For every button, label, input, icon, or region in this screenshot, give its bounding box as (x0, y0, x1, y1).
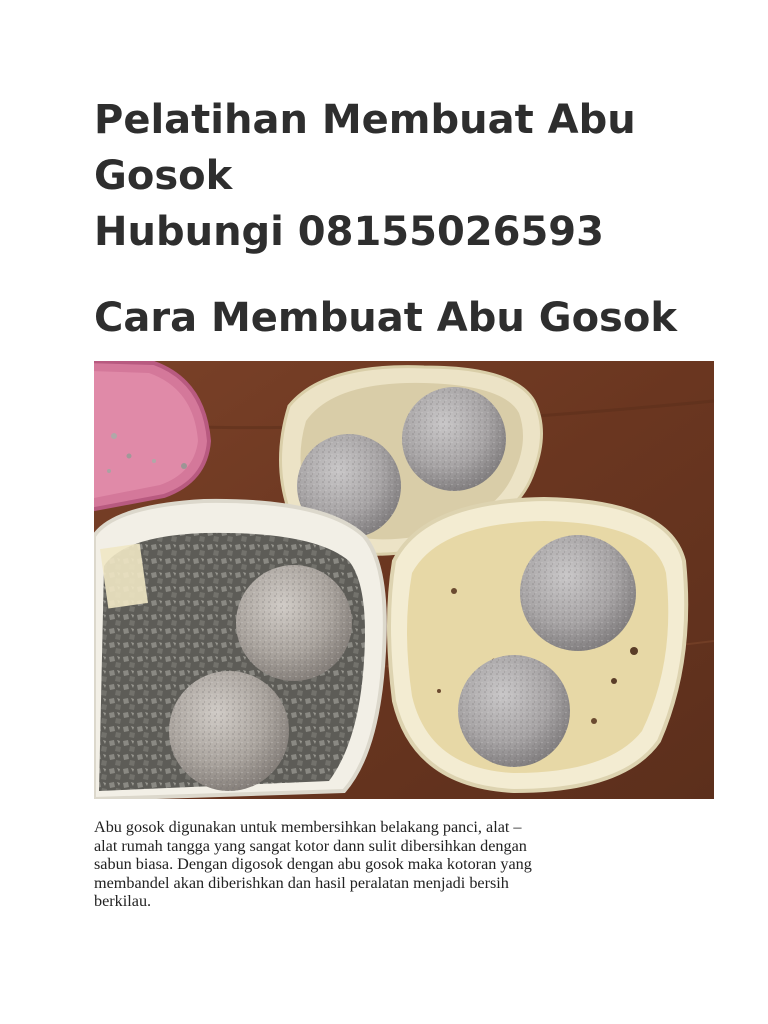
title-line-2: Gosok (94, 153, 233, 199)
rubble-container (94, 501, 385, 799)
title-line-1: Pelatihan Membuat Abu (94, 97, 636, 143)
description-paragraph: Abu gosok digunakan untuk membersihkan belakang panci, alat – alat rumah tangga yang sangat kotor dann sulit dibersihkan dengan sabun biasa. Dengan digosok dengan abu gosok maka kotoran yang membandel akan diberishkan dan hasil peralatan menjadi bersih berkilau. (94, 818, 532, 910)
title-line-3: Hubungi 08155026593 (94, 209, 604, 255)
right-container (389, 499, 686, 791)
section-heading: Cara Membuat Abu Gosok (94, 295, 677, 341)
abu-gosok-photo (94, 361, 714, 799)
title-block (94, 92, 694, 260)
